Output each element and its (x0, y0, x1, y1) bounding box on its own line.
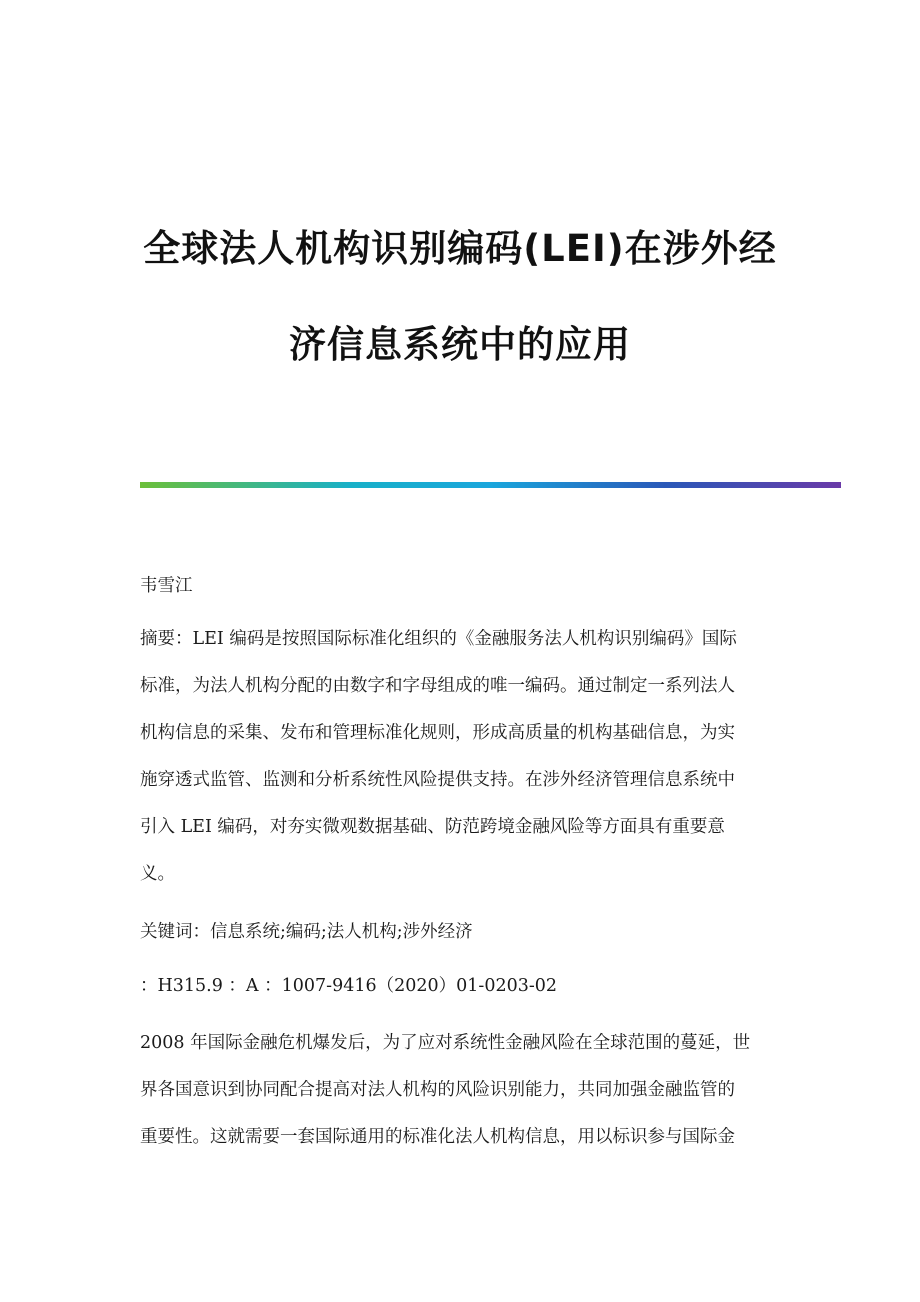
abstract-line: 义。 (140, 864, 175, 884)
classification-line: ：H315.9 ：A ：1007-9416（2020）01-0203-02 (140, 976, 558, 996)
body-line: 界各国意识到协同配合提高对法人机构的风险识别能力，共同加强金融监管的 (140, 1080, 735, 1100)
classification-codes (140, 963, 780, 1010)
abstract-line: 施穿透式监管、监测和分析系统性风险提供支持。在涉外经济管理信息系统中 (140, 770, 735, 790)
abstract-line: 标准，为法人机构分配的由数字和字母组成的唯一编码。通过制定一系列法人 (140, 676, 735, 696)
document-title-line-1: 全球法人机构识别编码(LEI)在涉外经 (143, 227, 777, 270)
author-line: 韦雪江 (140, 576, 193, 596)
abstract-line: 引入 LEI 编码，对夯实微观数据基础、防范跨境金融风险等方面具有重要意 (140, 817, 725, 837)
title-divider (140, 482, 841, 488)
document-title-line-2: 济信息系统中的应用 (289, 323, 631, 366)
abstract-line: 摘要：LEI 编码是按照国际标准化组织的《金融服务法人机构识别编码》国际 (140, 629, 737, 649)
abstract-line: 机构信息的采集、发布和管理标准化规则，形成高质量的机构基础信息，为实 (140, 723, 735, 743)
keywords (140, 909, 780, 956)
body-paragraph (140, 1020, 780, 1161)
author-name (140, 563, 780, 610)
abstract (140, 616, 780, 898)
body-line: 重要性。这就需要一套国际通用的标准化法人机构信息，用以标识参与国际金 (140, 1127, 735, 1147)
keywords-line: 关键词：信息系统;编码;法人机构;涉外经济 (140, 922, 473, 942)
body-line: 2008 年国际金融危机爆发后，为了应对系统性金融风险在全球范围的蔓延，世 (140, 1033, 751, 1053)
